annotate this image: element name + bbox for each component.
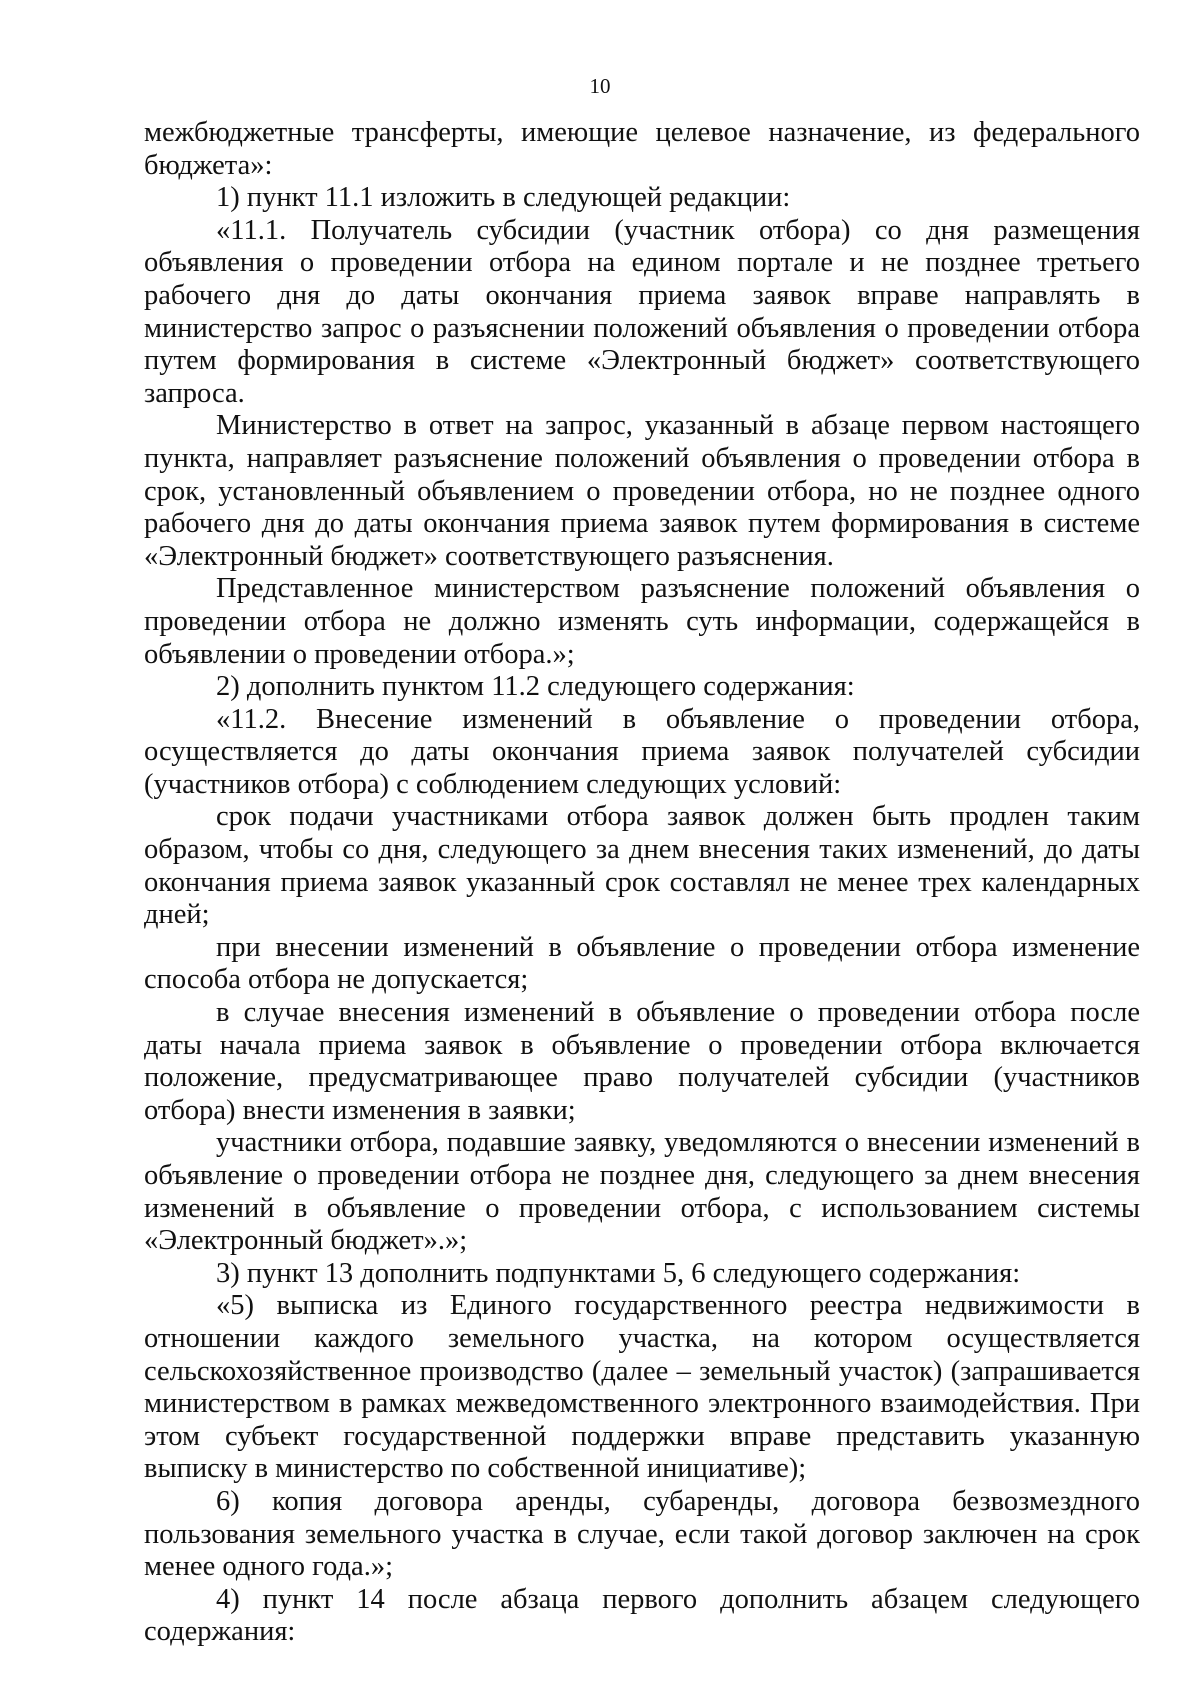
paragraph-item-3: 3) пункт 13 дополнить подпунктами 5, 6 следующего содержания: xyxy=(216,1257,1021,1289)
document-body xyxy=(144,117,1140,1649)
paragraph-clause-11-1: «11.1. Получатель субсидии (участник отбора) со дня размещения объявления о проведении отбора на едином портале и не позднее третьего рабочего дня до даты окончания приема заявок вправе направлять в министерство запрос о разъяснении положений объявления о проведении отбора путем формирования в системе «Электронный бюджет» соответствующего запроса. xyxy=(144,214,1140,409)
paragraph-condition-notification: участники отбора, подавшие заявку, уведомляются о внесении изменений в объявление о проведении отбора не позднее дня, следующего за днем внесения изменений в объявление о проведении отбора, с использованием системы «Электронный бюджет».»; xyxy=(144,1127,1140,1257)
paragraph-subitem-5: «5) выписка из Единого государственного реестра недвижимости в отношении каждого земельного участка, на котором осуществляется сельскохозяйственное производство (далее – земельный участок) (запрашивается министерством в рамках межведомственного электронного взаимодействия. При этом субъект государственной поддержки вправе представить указанную выписку в министерство по собственной инициативе); xyxy=(144,1290,1140,1485)
paragraph-clause-11-2: «11.2. Внесение изменений в объявление о проведении отбора, осуществляется до даты окончания приема заявок получателей субсидии (участников отбора) с соблюдением следующих условий: xyxy=(144,703,1140,800)
paragraph-item-1: 1) пункт 11.1 изложить в следующей редакции: xyxy=(216,182,791,214)
paragraph-item-4: 4) пункт 14 после абзаца первого дополнить абзацем следующего содержания: xyxy=(144,1583,1140,1648)
page-number: 10 xyxy=(589,74,611,98)
paragraph-ministry-response: Министерство в ответ на запрос, указанный в абзаце первом настоящего пункта, направляет разъяснение положений объявления о проведении отбора в срок, установленный объявлением о проведении отбора, но не позднее одного рабочего дня до даты окончания приема заявок путем формирования в системе «Электронный бюджет» соответствующего разъяснения. xyxy=(144,410,1140,572)
paragraph-continuation: межбюджетные трансферты, имеющие целевое назначение, из федерального бюджета»: xyxy=(144,117,1140,181)
paragraph-clarification: Представленное министерством разъяснение положений объявления о проведении отбора не должно изменять суть информации, содержащейся в объявлении о проведении отбора.»; xyxy=(144,573,1140,670)
paragraph-item-2: 2) дополнить пунктом 11.2 следующего содержания: xyxy=(216,671,855,703)
paragraph-condition-changes: в случае внесения изменений в объявление о проведении отбора после даты начала приема заявок в объявление о проведении отбора включается положение, предусматривающее право получателей субсидии (участников отбора) внести изменения в заявки; xyxy=(144,997,1140,1126)
paragraph-condition-deadline: срок подачи участниками отбора заявок должен быть продлен таким образом, чтобы со дня, следующего за днем внесения таких изменений, до даты окончания приема заявок указанный срок составлял не менее трех календарных дней; xyxy=(144,801,1140,931)
paragraph-condition-method: при внесении изменений в объявление о проведении отбора изменение способа отбора не допускается; xyxy=(144,931,1140,996)
paragraph-subitem-6: 6) копия договора аренды, субаренды, договора безвозмездного пользования земельного участка в случае, если такой договор заключен на срок менее одного года.»; xyxy=(144,1485,1140,1583)
